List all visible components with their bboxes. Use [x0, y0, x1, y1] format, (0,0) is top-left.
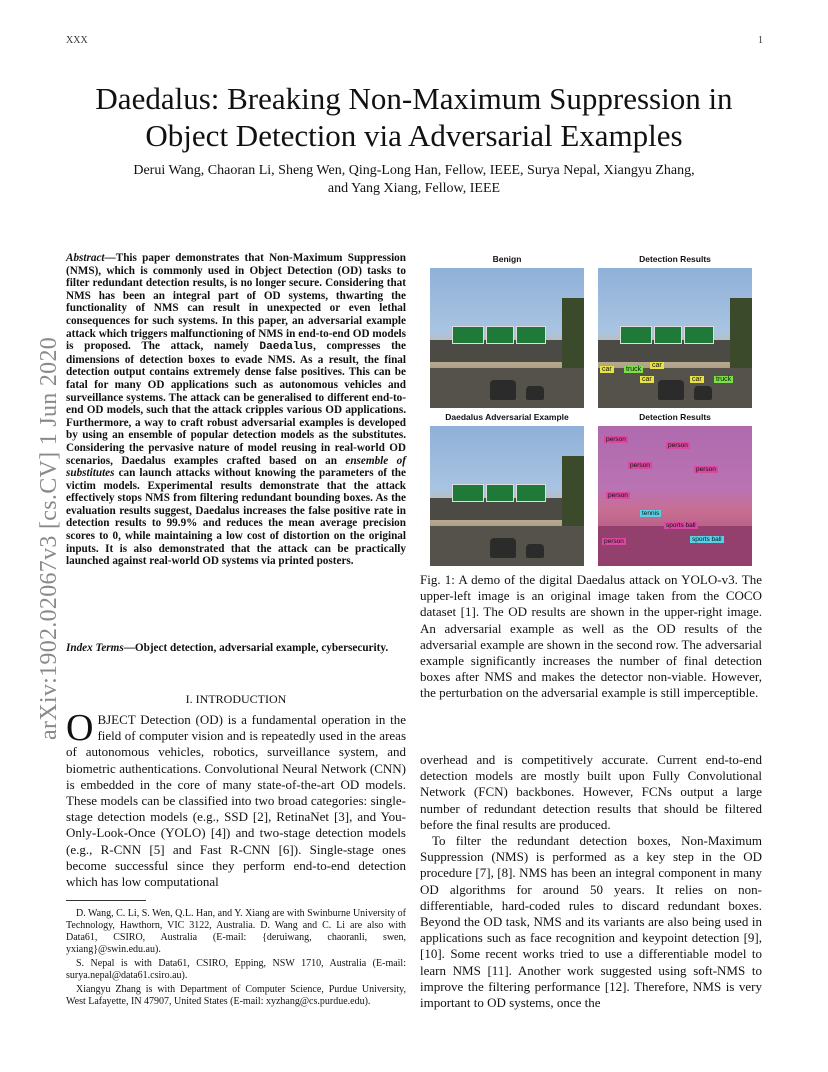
index-terms	[66, 642, 406, 655]
index-terms-lead: Index Terms	[66, 642, 124, 654]
detection-label: car	[692, 376, 702, 383]
detection-label: truck	[716, 376, 732, 383]
paper-title: Daedalus: Breaking Non-Maximum Suppression in Object Detection via Adversarial Examples	[95, 81, 733, 153]
page-number: 1	[758, 35, 763, 46]
index-terms-text: —Object detection, adversarial example, cybersecurity.	[123, 642, 389, 654]
intro-continued	[420, 752, 762, 1011]
detection-label: person	[696, 466, 716, 473]
footnote: S. Nepal is with Data61, CSIRO, Epping, NSW 1710, Australia (E-mail: surya.nepal@data61.csiro.au).	[66, 958, 406, 981]
author-list	[60, 162, 768, 198]
figure-1	[420, 250, 762, 568]
arxiv-stamp[interactable]: arXiv:1902.02067v3 [cs.CV] 1 Jun 2020	[36, 336, 62, 740]
paragraph: To filter the redundant detection boxes, Non-Maximum Suppression (NMS) is performed as a key step in the OD procedure [7], [8]. NMS has been an integral component in many OD algorithms for around 50 years. It relies on non-differentiable, hard-coded rules to discard redundant boxes. Beyond the OD task, NMS and its variants are also being used in applications such as face recognition and keypoint detection [9], [10]. Some recent works tried to use a differentiable model to learn NMS [11]. Another work suggested using soft-NMS to improve the filtering performance [12]. Therefore, NMS is very important to OD systems, once the	[420, 833, 762, 1011]
figure-caption: Fig. 1: A demo of the digital Daedalus attack on YOLO-v3. The upper-left image is an original image taken from the COCO dataset [1]. The OD results are shown in the upper-right image. An adversarial example as well as the OD results of the adversarial example are shown in the second row. The adversarial example significantly increases the number of final detection boxes after NMS and makes the detector non-viable. However, the perturbation on the adversarial example is still imperceptible.	[420, 572, 762, 701]
author-line: Derui Wang, Chaoran Li, Sheng Wen, Qing-Long Han, Fellow, IEEE, Surya Nepal, Xiangyu Zhang,	[133, 163, 695, 178]
abstract-italic: ensemble of substitutes	[66, 454, 406, 480]
paragraph: overhead and is competitively accurate. Current end-to-end detection models are mostly built upon Fully Convolutional Network (FCN) backbones. However, FCNs output a large number of redundant detection results that should be filtered before the final results are produced.	[420, 752, 762, 832]
detection-label: car	[642, 376, 652, 383]
detection-label: car	[652, 362, 662, 369]
adversarial-detection-image	[598, 426, 752, 566]
footnotes	[66, 908, 406, 1010]
running-header: XXX	[66, 35, 88, 46]
detection-label: sports ball	[692, 536, 722, 543]
panel-title-detection: Detection Results	[639, 254, 711, 264]
intro-text: BJECT Detection (OD) is a fundamental operation in the field of computer vision and is repeatedly used in the areas of autonomous vehicles, robotics, surveillance system, and biometric authentications. Convolutional Neural Network (CNN) is embedded in the core of many state-of-the-art OD models. These models can be classified into two broad categories: single-stage detection models (e.g., SSD [2], RetinaNet [3], and You-Only-Look-Once (YOLO) [4]) and two-stage detection models (e.g., R-CNN [5] and Fast R-CNN [6]). Single-stage ones become successful since they perform end-to-end detection which has low computational	[66, 712, 406, 890]
abstract-code: Daedalus	[259, 341, 314, 354]
abstract-text: can launch attacks without knowing the parameters of the victim models. Experimental results demonstrate that the attack effectively stops NMS from filtering redundant bounding boxes. As the evaluation results suggest, Daedalus increases the false positive rate in detection results to 99.9% and reduces the mean average precision scores to 0, while maintaining a low cost of distortion on the original inputs. It is also demonstrated that the attack can be practically launched against real-world OD systems via printed posters.	[66, 467, 406, 568]
abstract-lead: Abstract	[66, 252, 105, 264]
detection-label: person	[668, 442, 688, 449]
footnote: Xiangyu Zhang is with Department of Computer Science, Purdue University, West Lafayette, IN 47907, United States (E-mail: xyzhang@cs.purdue.edu).	[66, 984, 406, 1007]
detection-label: person	[630, 462, 650, 469]
abstract-text: —This paper demonstrates that Non-Maximum Suppression (NMS), which is commonly used in Object Detection (OD) tasks to filter redundant detection results, is no longer secure. Considering that NMS has been an integral part of OD systems, thwarting the functionality of NMS can result in unexpected or even lethal consequences for such systems. In this paper, an adversarial example attack which triggers malfunctioning of NMS in end-to-end OD models is proposed. The attack, namely	[66, 252, 406, 353]
benign-detection-image	[598, 268, 752, 408]
abstract-text: , compresses the dimensions of detection boxes to evade NMS. As a result, the final detection output contains extremely dense false positives. This can be fatal for many OD applications such as autonomous vehicles and surveillance systems. The attack can be generalised to different end-to-end OD models, such that the attack cripples various OD applications. Furthermore, a way to craft robust adversarial examples is developed by using an ensemble of popular detection models as the substitutes. Considering the pervasive nature of model reusing in real-world OD scenarios, Daedalus examples crafted based on an	[66, 340, 406, 467]
panel-title-benign: Benign	[492, 254, 522, 264]
footnote: D. Wang, C. Li, S. Wen, Q.L. Han, and Y. Xiang are with Swinburne University of Technology, Hawthorn, VIC 3122, Australia. D. Wang and C. Li are also with Data61, CSIRO, Australia (E-mail: {deruiwang, chaoranli, swen, yxiang}@swin.edu.au).	[66, 908, 406, 955]
detection-label: person	[604, 538, 624, 545]
adversarial-image	[430, 426, 584, 566]
panel-title-adversarial: Daedalus Adversarial Example	[445, 412, 569, 422]
intro-paragraph	[66, 707, 406, 890]
benign-image	[430, 268, 584, 408]
detection-label: person	[608, 492, 628, 499]
panel-title-detection-adv: Detection Results	[639, 412, 711, 422]
detection-label: tennis	[642, 510, 660, 517]
detection-label: sports ball	[666, 522, 696, 529]
drop-cap: O	[66, 707, 94, 749]
detection-label: truck	[626, 366, 642, 373]
abstract	[66, 252, 406, 568]
detection-label: car	[602, 366, 612, 373]
author-line: and Yang Xiang, Fellow, IEEE	[327, 181, 501, 196]
section-heading: I. INTRODUCTION	[185, 692, 287, 706]
footnote-rule	[66, 900, 146, 901]
detection-label: person	[606, 436, 626, 443]
